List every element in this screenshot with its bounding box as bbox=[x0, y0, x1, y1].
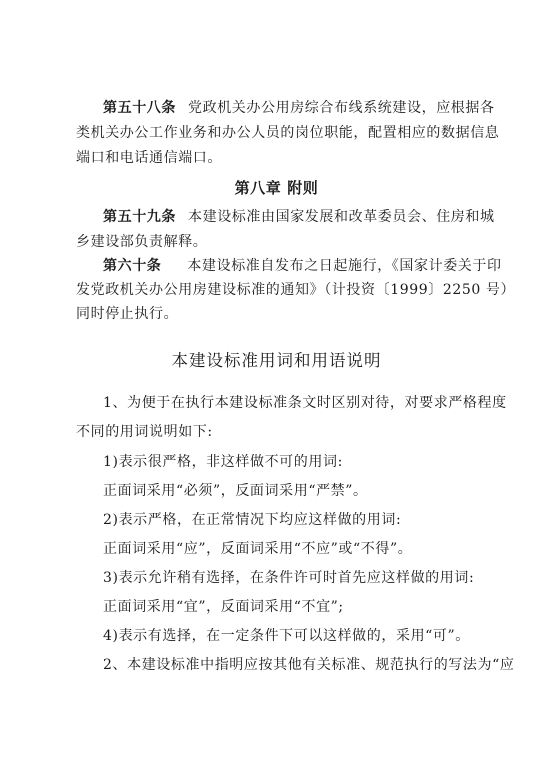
article-59-line-1 bbox=[103, 208, 495, 226]
usage-item-2: 2)表示严格，在正常情况下均应这样做的用词: bbox=[103, 512, 402, 528]
article-59-text: 本建设标准由国家发展和改革委员会、住房和城 bbox=[188, 209, 495, 225]
usage-item-1: 1)表示很严格，非这样做不可的用词: bbox=[103, 454, 343, 470]
article-58-line-2: 类机关办公工作业务和办公人员的岗位职能，配置相应的数据信息 bbox=[76, 125, 500, 141]
article-59-label: 第五十九条 bbox=[103, 209, 176, 225]
usage-item-4: 4)表示有选择，在一定条件下可以这样做的，采用“可”。 bbox=[103, 628, 470, 644]
article-58-text: 党政机关办公用房综合布线系统建设，应根据各 bbox=[188, 100, 495, 116]
usage-item-2-words: 正面词采用“应”，反面词采用“不应”或“不得”。 bbox=[103, 541, 413, 557]
usage-item-1-words: 正面词采用“必须”，反面词采用“严禁”。 bbox=[103, 483, 368, 499]
article-60-label: 第六十条 bbox=[103, 258, 162, 274]
article-58-label: 第五十八条 bbox=[103, 100, 176, 116]
usage-item-3: 3)表示允许稍有选择，在条件许可时首先应这样做的用词: bbox=[103, 570, 475, 586]
article-59-line-2: 乡建设部负责解释。 bbox=[76, 234, 208, 250]
article-58-line-3: 端口和电话通信端口。 bbox=[76, 150, 222, 166]
usage-para-1-line-2: 不同的用词说明如下: bbox=[76, 424, 213, 440]
usage-para-2-line-1: 2、本建设标准中指明应按其他有关标准、规范执行的写法为“应 bbox=[103, 657, 515, 673]
article-60-text: 本建设标准自发布之日起施行，《国家计委关于印 bbox=[187, 258, 502, 274]
article-60-line-3: 同时停止执行。 bbox=[76, 306, 179, 322]
usage-section-heading: 本建设标准用词和用语说明 bbox=[171, 351, 382, 370]
article-60-line-1 bbox=[103, 257, 502, 275]
usage-item-3-words: 正面词采用“宜”，反面词采用“不宜”; bbox=[103, 599, 344, 615]
chapter-8-heading: 第八章 附则 bbox=[234, 179, 319, 197]
article-58-line-1 bbox=[103, 99, 495, 117]
article-60-line-2: 发党政机关办公用房建设标准的通知》（计投资〔1999〕2250 号） bbox=[76, 282, 516, 298]
usage-para-1-line-1: 1、为便于在执行本建设标准条文时区别对待，对要求严格程度 bbox=[103, 395, 507, 411]
